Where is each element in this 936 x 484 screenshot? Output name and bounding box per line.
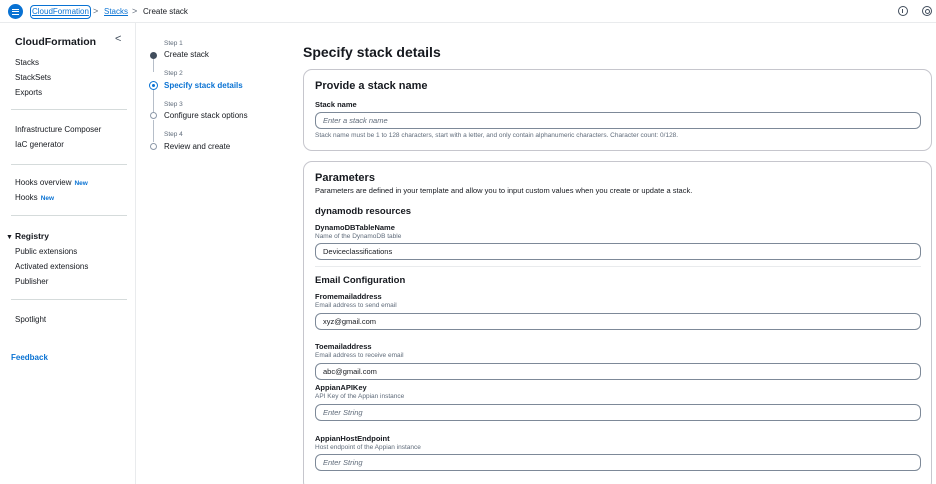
sidebar-group-registry[interactable] xyxy=(6,231,49,241)
param-label-dynamodbtablename: DynamoDBTableName xyxy=(315,223,395,232)
sidebar-title[interactable]: CloudFormation xyxy=(15,36,97,48)
sidebar-item-iac-generator[interactable]: IaC generator xyxy=(15,140,64,149)
step-connector xyxy=(153,90,154,112)
sidebar-group-label: Registry xyxy=(14,231,49,241)
sidebar-item-stacks[interactable]: Stacks xyxy=(15,58,40,67)
param-description: Email address to receive email xyxy=(315,352,404,359)
param-label-toemailaddress: Toemailaddress xyxy=(315,342,372,351)
param-description: Host endpoint of the Appian instance xyxy=(315,444,421,451)
step-1-complete-icon xyxy=(150,52,157,59)
info-icon[interactable] xyxy=(898,6,908,16)
top-navigation-bar xyxy=(0,0,936,23)
sidebar-item-exports[interactable]: Exports xyxy=(15,88,43,97)
step-3-label: Step 3 xyxy=(164,101,183,108)
step-connector xyxy=(153,59,154,72)
chevron-right-icon: > xyxy=(93,6,99,16)
sidebar-item-public-extensions[interactable]: Public extensions xyxy=(15,247,78,256)
param-label-fromemailaddress: Fromemailaddress xyxy=(315,292,382,301)
step-2-name: Specify stack details xyxy=(164,81,243,90)
from-email-input[interactable] xyxy=(315,313,921,330)
to-email-input[interactable] xyxy=(315,363,921,380)
stack-name-panel xyxy=(303,69,932,151)
sidebar-divider xyxy=(11,109,127,110)
side-navigation xyxy=(0,23,136,484)
new-badge: New xyxy=(74,180,88,187)
step-connector xyxy=(153,120,154,142)
sidebar-divider xyxy=(11,164,127,165)
sidebar-item-label: Hooks xyxy=(15,193,38,202)
param-label-appianapikey: AppianAPIKey xyxy=(315,383,367,392)
sidebar-item-infrastructure-composer[interactable]: Infrastructure Composer xyxy=(15,125,102,134)
step-4-label: Step 4 xyxy=(164,131,183,138)
step-1-name[interactable]: Create stack xyxy=(164,50,209,59)
step-3-pending-icon xyxy=(150,112,157,119)
chevron-right-icon: > xyxy=(132,6,138,16)
panel-title: Parameters xyxy=(315,172,375,184)
dynamodb-table-name-input[interactable] xyxy=(315,243,921,260)
sidebar-item-stacksets[interactable]: StackSets xyxy=(15,73,52,82)
sidebar-item-label: Hooks overview xyxy=(15,178,72,187)
step-2-label: Step 2 xyxy=(164,70,183,77)
sidebar-item-hooks[interactable] xyxy=(15,193,54,204)
step-4-name: Review and create xyxy=(164,142,231,151)
sidebar-item-publisher[interactable]: Publisher xyxy=(15,277,49,286)
stack-name-label: Stack name xyxy=(315,100,357,109)
sidebar-item-hooks-overview[interactable] xyxy=(15,178,88,189)
settings-icon[interactable] xyxy=(922,6,932,16)
step-4-pending-icon xyxy=(150,143,157,150)
breadcrumb-create-stack: Create stack xyxy=(143,7,188,16)
section-heading-dynamodb: dynamodb resources xyxy=(315,206,412,217)
param-description: API Key of the Appian instance xyxy=(315,393,405,400)
parameters-description: Parameters are defined in your template and allow you to input custom values when you create or update a stack. xyxy=(315,186,693,195)
sidebar-item-activated-extensions[interactable]: Activated extensions xyxy=(15,262,89,271)
parameters-panel xyxy=(303,161,932,484)
sidebar-divider xyxy=(11,299,127,300)
menu-icon[interactable] xyxy=(8,4,23,19)
param-label-appianhostendpoint: AppianHostEndpoint xyxy=(315,434,390,443)
new-badge: New xyxy=(40,195,55,202)
panel-title: Provide a stack name xyxy=(315,80,428,92)
appian-host-endpoint-input[interactable] xyxy=(315,454,921,471)
step-1-label: Step 1 xyxy=(164,40,183,47)
stack-name-hint: Stack name must be 1 to 128 characters, start with a letter, and only contain alphanumeric characters. Character count: 0/128. xyxy=(315,132,679,139)
feedback-link[interactable]: Feedback xyxy=(11,353,48,362)
stack-name-input[interactable] xyxy=(315,112,921,129)
breadcrumb-cloudformation[interactable]: CloudFormation xyxy=(32,7,89,16)
breadcrumb-stacks[interactable]: Stacks xyxy=(104,7,129,16)
param-description: Name of the DynamoDB table xyxy=(315,233,402,240)
step-3-name: Configure stack options xyxy=(164,111,248,120)
sidebar-item-spotlight[interactable]: Spotlight xyxy=(15,315,47,324)
caret-down-icon: ▼ xyxy=(6,234,13,241)
page-title: Specify stack details xyxy=(303,44,441,60)
section-heading-email: Email Configuration xyxy=(315,275,406,286)
appian-api-key-input[interactable] xyxy=(315,404,921,421)
section-divider xyxy=(315,266,921,267)
collapse-sidebar-icon[interactable]: < xyxy=(115,33,122,45)
step-2-current-icon xyxy=(149,81,158,90)
sidebar-divider xyxy=(11,215,127,216)
param-description: Email address to send email xyxy=(315,302,397,309)
